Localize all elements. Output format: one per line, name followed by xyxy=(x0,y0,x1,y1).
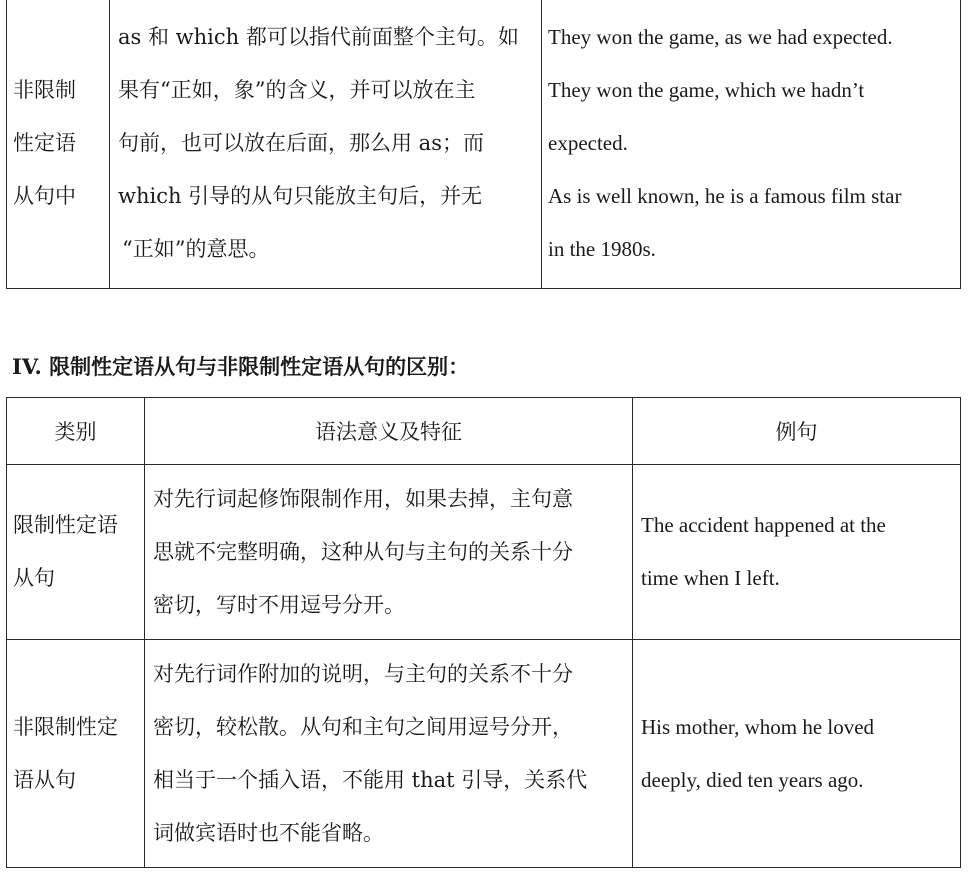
category-line: 非限制性定 xyxy=(13,714,118,739)
meaning-line: which 引导的从句只能放主句后，并无 xyxy=(118,184,483,208)
category-line: 限制性定语 xyxy=(13,513,118,537)
comparison-table xyxy=(6,397,961,868)
category-cell xyxy=(7,0,110,289)
meaning-line: 思就不完整明确，这种从句与主句的关系十分 xyxy=(153,539,573,564)
meaning-line: 相当于一个插入语，不能用 that 引导，关系代 xyxy=(153,767,588,792)
example-line: expected. xyxy=(548,131,628,155)
example-line: His mother, whom he loved xyxy=(641,714,875,739)
category-cell xyxy=(7,465,145,640)
section-heading: IV. 限制性定语从句与非限制性定语从句的区别： xyxy=(12,354,470,379)
meaning-line: 对先行词作附加的说明，与主句的关系不十分 xyxy=(153,661,573,686)
table-row xyxy=(7,0,961,289)
continuation-table xyxy=(6,0,961,289)
example-line: in the 1980s. xyxy=(548,237,656,261)
meaning-cell xyxy=(110,0,542,289)
table-row xyxy=(7,640,961,868)
table-row xyxy=(7,465,961,640)
category-cell xyxy=(7,640,145,868)
meaning-cell xyxy=(145,640,633,868)
example-line: They won the game, as we had expected. xyxy=(548,25,893,49)
example-cell xyxy=(542,0,961,289)
example-cell xyxy=(633,640,961,868)
meaning-line: 果有“正如，象”的含义，并可以放在主 xyxy=(118,78,476,102)
meaning-line: 密切，写时不用逗号分开。 xyxy=(153,592,405,617)
table-header-row xyxy=(7,398,961,465)
column-header-meaning: 语法意义及特征 xyxy=(145,398,633,465)
category-line: 从句 xyxy=(13,566,55,590)
example-cell xyxy=(633,465,961,640)
example-line: time when I left. xyxy=(641,566,780,590)
category-line: 从句中 xyxy=(13,184,76,208)
meaning-line: 密切，较松散。从句和主句之间用逗号分开， xyxy=(153,714,573,739)
meaning-line: 句前，也可以放在后面，那么用 as；而 xyxy=(118,131,484,155)
meaning-line: as 和 which 都可以指代前面整个主句。如 xyxy=(118,25,519,49)
category-line: 非限制 xyxy=(13,78,76,102)
category-line: 语从句 xyxy=(13,767,76,792)
meaning-line: 词做宾语时也不能省略。 xyxy=(153,820,384,845)
example-line: As is well known, he is a famous film star xyxy=(548,184,902,208)
category-line: 性定语 xyxy=(13,131,76,155)
example-line: The accident happened at the xyxy=(641,513,886,537)
column-header-example: 例句 xyxy=(633,398,961,465)
example-line: They won the game, which we hadn’t xyxy=(548,78,865,102)
example-line: deeply, died ten years ago. xyxy=(641,767,864,792)
meaning-line: “正如”的意思。 xyxy=(122,237,270,261)
meaning-cell xyxy=(145,465,633,640)
meaning-line: 对先行词起修饰限制作用，如果去掉，主句意 xyxy=(153,486,573,511)
column-header-category: 类别 xyxy=(7,398,145,465)
